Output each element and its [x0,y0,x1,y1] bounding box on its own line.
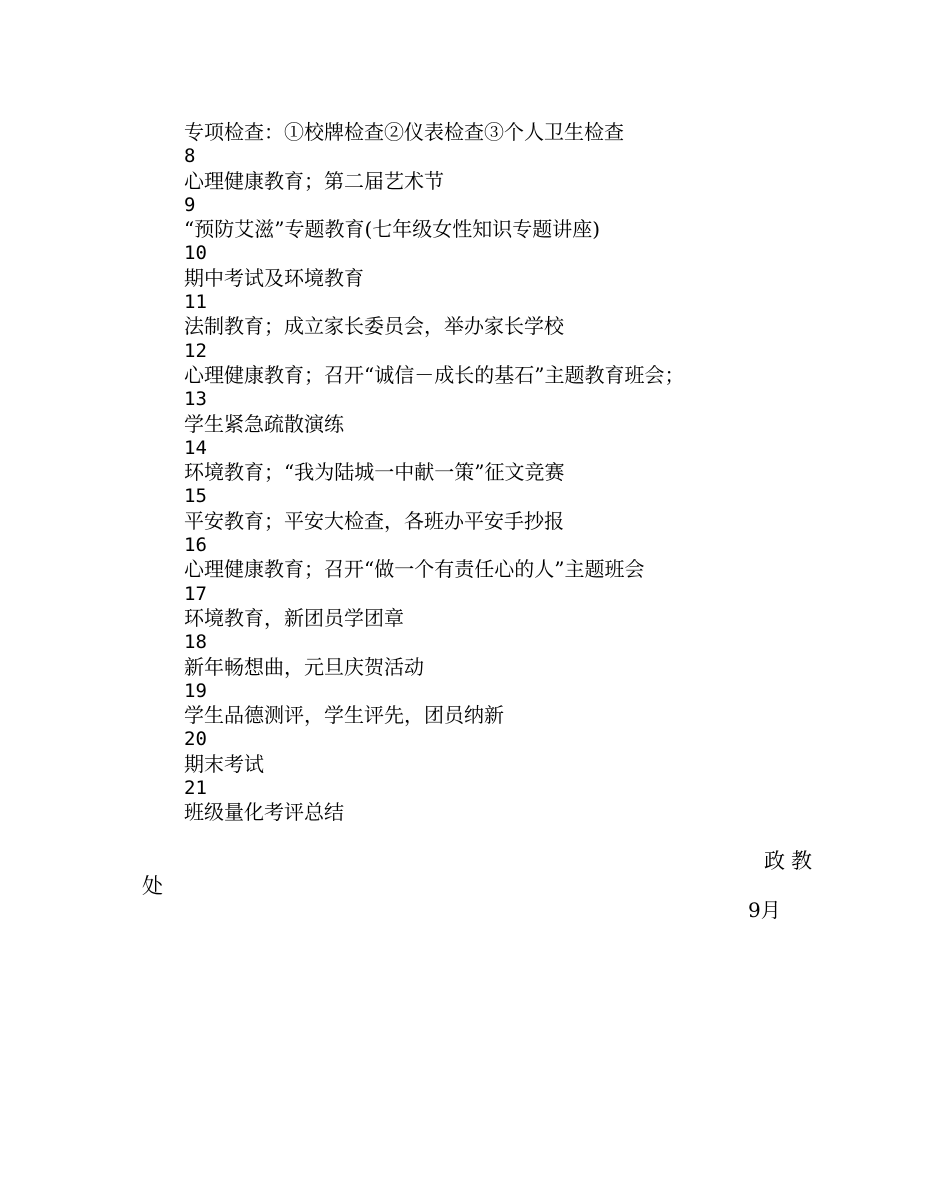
week-number: 13 [184,388,207,411]
activity-line: 期中考试及环境教育 [184,265,364,290]
activity-line: “预防艾滋”专题教育(七年级女性知识专题讲座) [184,217,601,242]
activity-line: 期末考试 [184,751,264,776]
activity-line: 心理健康教育；第二届艺术节 [184,168,444,193]
week-number: 21 [184,777,207,800]
activity-line: 法制教育；成立家长委员会，举办家长学校 [184,314,564,339]
week-number: 11 [184,291,207,314]
activity-line: 环境教育；“我为陆城一中献一策”征文竞赛 [184,460,565,485]
week-number: 12 [184,339,207,362]
activity-line: 心理健康教育；召开“诚信－成长的基石”主题教育班会； [184,362,685,387]
week-number: 8 [184,145,196,168]
activity-line: 新年畅想曲，元旦庆贺活动 [184,654,424,679]
schedule-list [184,120,684,825]
week-number: 15 [184,485,207,508]
signature-date: 9月 [748,898,781,922]
activity-line: 学生紧急疏散演练 [184,411,344,436]
activity-line: 学生品德测评，学生评先，团员纳新 [184,703,504,728]
activity-line: 专项检查：①校牌检查②仪表检查③个人卫生检查 [184,120,624,144]
activity-line: 平安教育；平安大检查，各班办平安手抄报 [184,508,564,533]
signature-department-continued: 处 [142,874,163,898]
week-number: 16 [184,534,207,557]
week-number: 10 [184,242,207,265]
week-number: 19 [184,679,207,702]
week-number: 18 [184,631,207,654]
signature-department: 政教 [764,849,818,873]
activity-line: 心理健康教育；召开“做一个有责任心的人”主题班会 [184,557,645,582]
week-number: 17 [184,582,207,605]
activity-line: 班级量化考评总结 [184,800,344,825]
week-number: 9 [184,193,196,216]
week-number: 20 [184,728,207,751]
activity-line: 环境教育，新团员学团章 [184,605,404,630]
week-number: 14 [184,436,207,459]
